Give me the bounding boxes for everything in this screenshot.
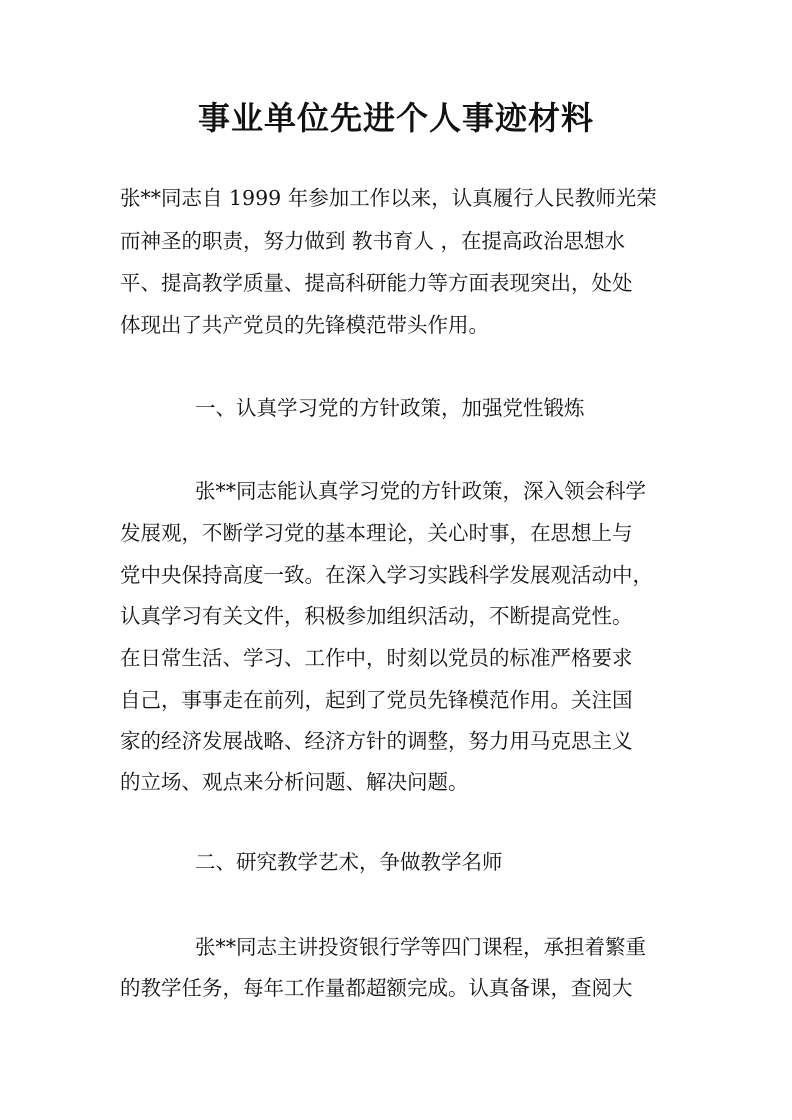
section-1-line-1: 张**同志能认真学习党的方针政策，深入领会科学	[195, 479, 646, 503]
section-1-heading: 一、认真学习党的方针政策，加强党性锻炼	[195, 396, 585, 420]
section-1-line-2: 发展观，不断学习党的基本理论，关心时事，在思想上与	[120, 521, 633, 545]
document-title: 事业单位先进个人事迹材料	[197, 99, 594, 137]
section-2-line-1: 张**同志主讲投资银行学等四门课程，承担着繁重	[195, 935, 646, 959]
section-2-line-2: 的教学任务，每年工作量都超额完成。认真备课，查阅大	[120, 976, 633, 1000]
section-1-line-4: 认真学习有关文件，积极参加组织活动，不断提高党性。	[120, 604, 633, 628]
intro-line-2: 而神圣的职责，努力做到 教书育人 ，在提高政治思想水	[120, 229, 626, 253]
section-1-line-8: 的立场、观点来分析问题、解决问题。	[120, 770, 469, 794]
section-1-line-5: 在日常生活、学习、工作中，时刻以党员的标准严格要求	[120, 646, 633, 670]
section-1-line-7: 家的经济发展战略、经济方针的调整，努力用马克思主义	[120, 729, 633, 753]
intro-line-4: 体现出了共产党员的先锋模范带头作用。	[120, 313, 489, 337]
section-1-line-3: 党中央保持高度一致。在深入学习实践科学发展观活动中，	[120, 563, 653, 587]
intro-line-1: 张**同志自 1999 年参加工作以来，认真履行人民教师光荣	[120, 186, 657, 210]
section-2-heading: 二、研究教学艺术，争做教学名师	[195, 850, 503, 874]
intro-line-3: 平、提高教学质量、提高科研能力等方面表现突出，处处	[120, 271, 633, 295]
section-1-line-6: 自己，事事走在前列，起到了党员先锋模范作用。关注国	[120, 688, 633, 712]
